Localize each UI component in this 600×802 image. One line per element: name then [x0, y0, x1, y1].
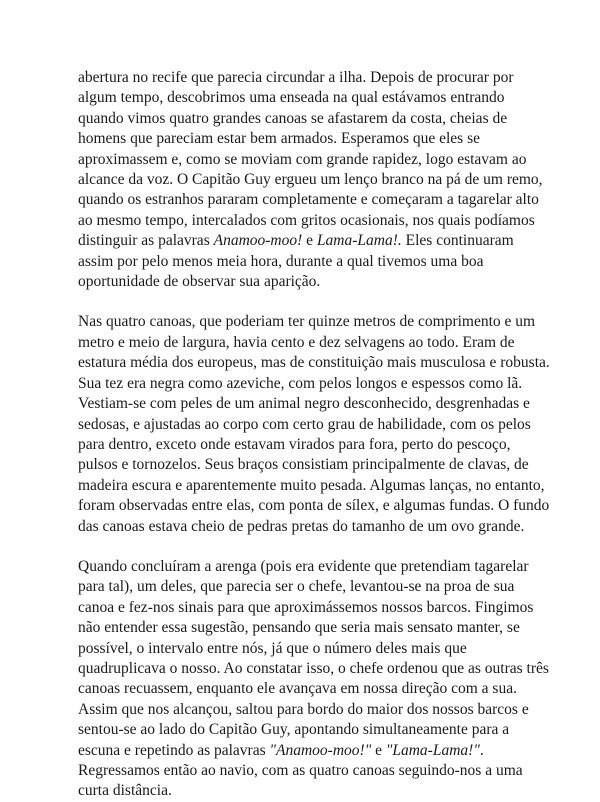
text-run: . [479, 741, 484, 759]
text-run: madeira escura e aparentemente muito pesada. Algumas lanças, no entanto, [78, 476, 545, 494]
text-run: Quando concluíram a arenga (pois era evidente que pretendiam tagarelar [78, 557, 529, 575]
text-run: aproximassem e, como se moviam com grande rapidez, logo estavam ao [78, 150, 527, 168]
text-run: escuna e repetindo as palavras [78, 741, 270, 759]
text-line [78, 88, 538, 108]
text-line [78, 231, 538, 251]
text-line [78, 761, 538, 781]
text-run: oportunidade de observar sua aparição. [78, 273, 321, 291]
italic-text-run: "Lama-Lama!" [385, 741, 480, 759]
text-line [78, 639, 538, 659]
text-run: estatura média dos europeus, mas de constituição mais musculosa e robusta. [78, 354, 550, 372]
text-run: e [371, 741, 386, 759]
text-line [78, 577, 538, 597]
text-line [78, 618, 538, 638]
text-line [78, 394, 538, 414]
text-run: sedosas, e ajustadas ao corpo com certo grau de habilidade, com os pelos [78, 415, 531, 433]
text-line [78, 150, 538, 170]
text-line [78, 659, 549, 679]
text-line [78, 455, 538, 475]
paragraph-1 [78, 68, 543, 292]
text-line [78, 333, 538, 353]
text-line [78, 781, 538, 801]
text-run: canoas recuassem, enquanto ele avançava em nossa direção com a sua. [78, 680, 517, 698]
text-run: das canoas estava cheio de pedras pretas do tamanho de um ovo grande. [78, 517, 525, 535]
text-line [78, 720, 538, 740]
text-line [78, 374, 538, 394]
text-line [78, 496, 550, 516]
text-line [78, 109, 538, 129]
text-run: algum tempo, descobrimos uma enseada na qual estávamos entrando [78, 89, 505, 107]
text-run: possível, o intervalo entre nós, já que o número deles mais que [78, 639, 467, 657]
text-line [78, 68, 538, 88]
text-line [78, 679, 538, 699]
text-line [78, 211, 538, 231]
text-line [78, 312, 538, 332]
text-line [78, 353, 550, 373]
text-run: para tal), um deles, que parecia ser o chefe, levantou-se na proa de sua [78, 578, 515, 596]
text-line [78, 557, 538, 577]
text-run: foram observadas entre elas, com ponta de sílex, e algumas fundas. O fundo [78, 497, 550, 515]
italic-text-run: Anamoo-moo! [213, 232, 303, 250]
text-line [78, 517, 538, 537]
paragraph-3 [78, 557, 549, 802]
text-run: não entender essa sugestão, pensando que seria mais sensato manter, se [78, 619, 520, 637]
text-run: Regressamos então ao navio, com as quatro canoas seguindo-nos a uma [78, 762, 523, 779]
text-run: Assim que nos alcançou, saltou para bordo do maior dos nossos barcos e [78, 700, 529, 718]
text-line [78, 476, 545, 496]
text-run: alcance da voz. O Capitão Guy ergueu um lenço branco na pá de um remo, [78, 171, 543, 189]
document-page [78, 68, 550, 802]
text-run: sentou-se ao lado do Capitão Guy, apontando simultaneamente para a [78, 721, 510, 739]
text-run: Eles continuaram [401, 232, 514, 250]
text-run: Vestiam-se com peles de um animal negro desconhecido, desgrenhadas e [78, 395, 530, 413]
text-run: abertura no recife que parecia circundar a ilha. Depois de procurar por [78, 69, 514, 86]
text-run: quando vimos quatro grandes canoas se afastarem da costa, cheias de [78, 109, 508, 127]
text-run: quando os estranhos pararam completamente e começaram a tagarelar alto [78, 191, 539, 209]
text-line [78, 700, 538, 720]
text-run: assim por pelo menos meia hora, durante a qual tivemos uma boa [78, 252, 484, 270]
text-line [78, 129, 538, 149]
text-run: Nas quatro canoas, que poderiam ter quinze metros de comprimento e um [78, 313, 536, 331]
text-run: homens que pareciam estar bem armados. Esperamos que eles se [78, 130, 480, 148]
italic-text-run: Lama-Lama!. [316, 232, 402, 250]
paragraph-2 [78, 312, 550, 536]
text-line [78, 190, 538, 210]
text-line [78, 435, 538, 455]
text-run: metro e meio de largura, havia cento e dez selvagens ao todo. Eram de [78, 333, 515, 351]
text-run: curta distância. [78, 782, 172, 800]
text-run: para dentro, exceto onde estavam virados para fora, perto do pescoço, [78, 435, 511, 453]
text-run: pulsos e tornozelos. Seus braços consistiam principalmente de clavas, de [78, 456, 529, 474]
text-line [78, 415, 538, 435]
text-run: distinguir as palavras [78, 232, 214, 250]
italic-text-run: "Anamoo-moo!" [269, 741, 372, 759]
text-run: e [302, 232, 317, 250]
text-line [78, 272, 538, 292]
text-run: ao mesmo tempo, intercalados com gritos ocasionais, nos quais podíamos [78, 211, 535, 229]
text-line [78, 252, 538, 272]
text-line [78, 598, 538, 618]
text-line [78, 741, 538, 761]
text-run: canoa e fez-nos sinais para que aproximássemos nossos barcos. Fingimos [78, 598, 534, 616]
text-run: Sua tez era negra como azeviche, com pelos longos e espessos como lã. [78, 374, 523, 392]
text-line [78, 170, 543, 190]
text-run: quadruplicava o nosso. Ao constatar isso, o chefe ordenou que as outras três [78, 659, 549, 677]
